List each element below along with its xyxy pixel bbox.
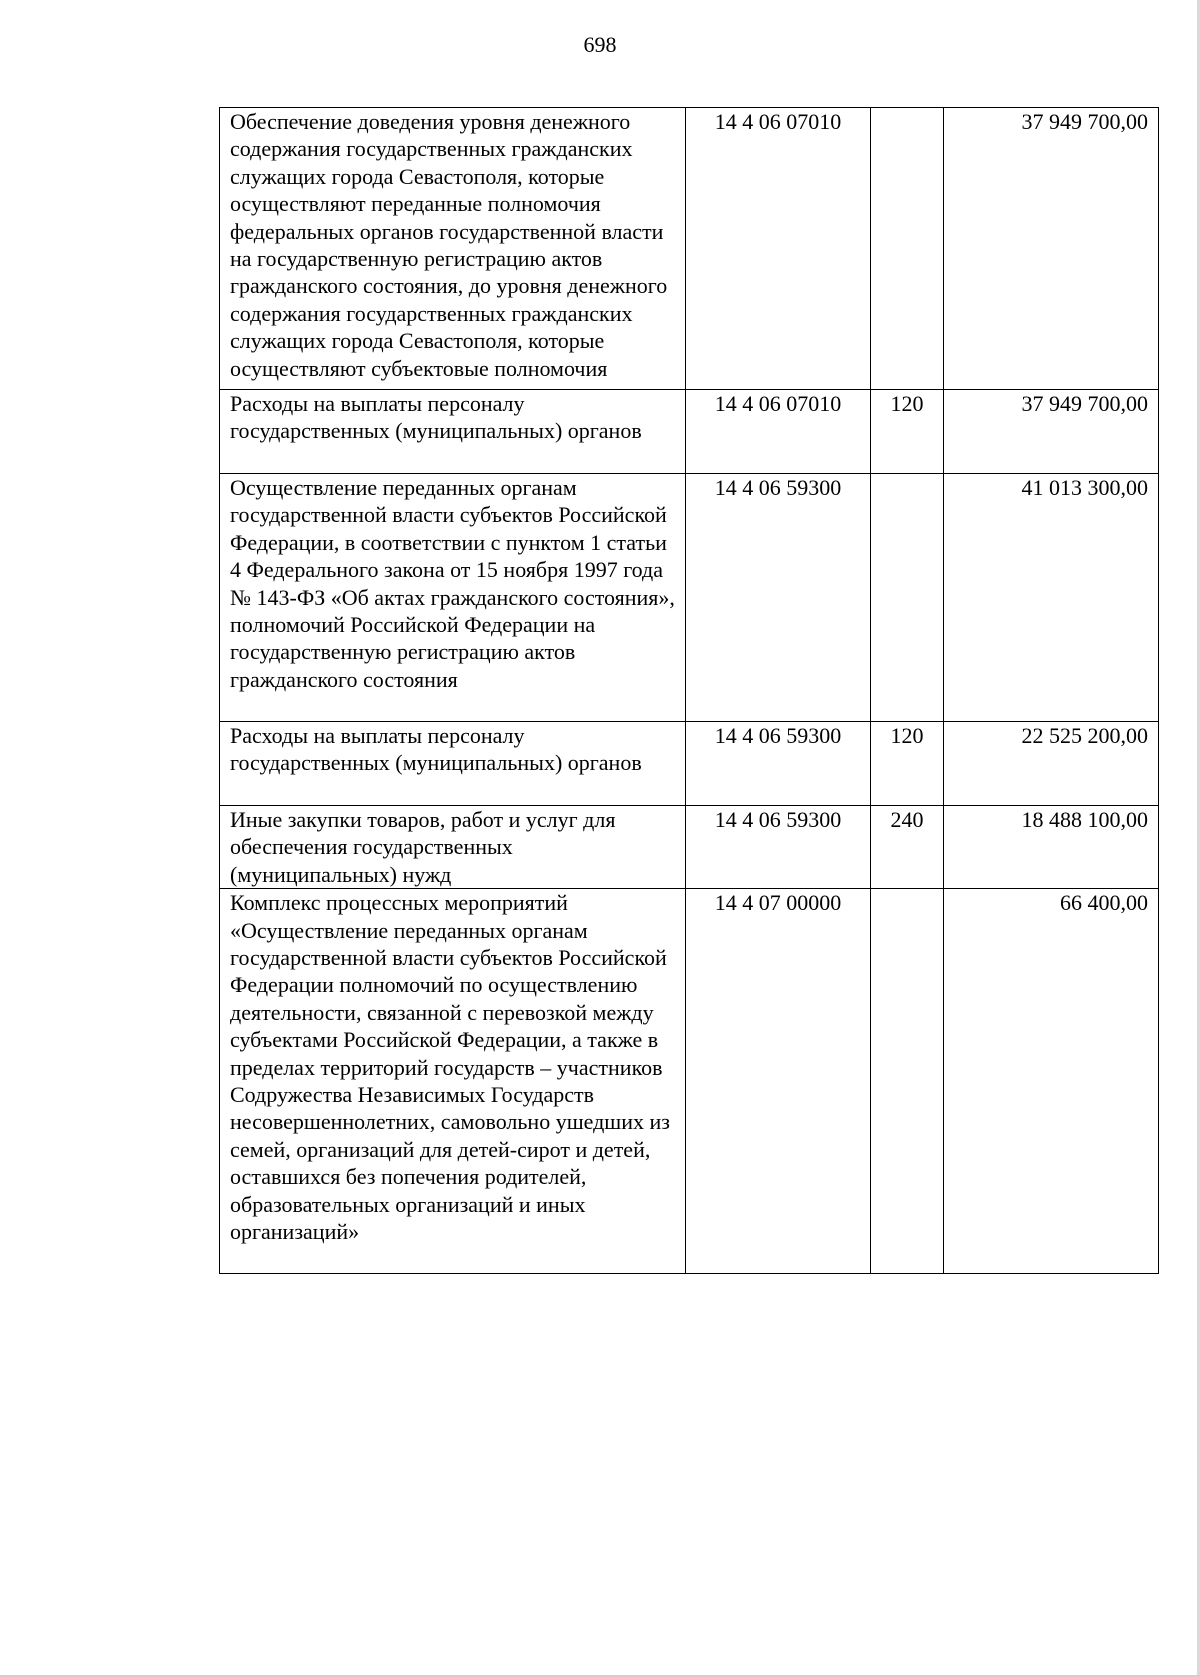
- row-name-cell: Иные закупки товаров, работ и услуг для обеспечения государственных (муниципальных) нужд: [220, 806, 686, 889]
- row-code-cell: 14 4 06 59300: [686, 806, 871, 889]
- row-name-cell: Обеспечение доведения уровня денежного содержания государственных гражданских служащих города Севастополя, которые осуществляют переданные полномочия федеральных органов государственной власти на государственную регистрацию актов гражданского состояния, до уровня денежного содержания государственных гражданских служащих города Севастополя, которые осуществляют субъектовые полномочия: [220, 108, 686, 390]
- row-sum-cell: 66 400,00: [944, 889, 1159, 1274]
- row-type-cell: 240: [871, 806, 944, 889]
- row-sum-cell: 18 488 100,00: [944, 806, 1159, 889]
- row-code-cell: 14 4 07 00000: [686, 889, 871, 1274]
- budget-table: [219, 107, 1159, 1274]
- row-type-cell: 120: [871, 722, 944, 806]
- row-sum-cell: 37 949 700,00: [944, 390, 1159, 474]
- row-name-cell: Расходы на выплаты персоналу государственных (муниципальных) органов: [220, 722, 686, 806]
- table-row: [220, 722, 1159, 806]
- row-sum-cell: 41 013 300,00: [944, 474, 1159, 722]
- table-row: [220, 889, 1159, 1274]
- row-type-cell: [871, 474, 944, 722]
- row-name-cell: Расходы на выплаты персоналу государственных (муниципальных) органов: [220, 390, 686, 474]
- table-row: [220, 474, 1159, 722]
- row-code-cell: 14 4 06 07010: [686, 108, 871, 390]
- row-code-cell: 14 4 06 07010: [686, 390, 871, 474]
- row-code-cell: 14 4 06 59300: [686, 722, 871, 806]
- row-type-cell: [871, 889, 944, 1274]
- table-row: [220, 108, 1159, 390]
- row-name-cell: Комплекс процессных мероприятий «Осуществление переданных органам государственной власти субъектов Российской Федерации полномочий по осуществлению деятельности, связанной с перевозкой между субъектами Российской Федерации, а также в пределах территорий государств – участников Содружества Независимых Государств несовершеннолетних, самовольно ушедших из семей, организаций для детей-сирот и детей, оставшихся без попечения родителей, образовательных организаций и иных организаций»: [220, 889, 686, 1274]
- table-row: [220, 390, 1159, 474]
- row-type-cell: [871, 108, 944, 390]
- row-type-cell: 120: [871, 390, 944, 474]
- row-code-cell: 14 4 06 59300: [686, 474, 871, 722]
- row-sum-cell: 37 949 700,00: [944, 108, 1159, 390]
- page-number: 698: [583, 32, 617, 57]
- table-row: [220, 806, 1159, 889]
- row-sum-cell: 22 525 200,00: [944, 722, 1159, 806]
- row-name-cell: Осуществление переданных органам государственной власти субъектов Российской Федерации, в соответствии с пунктом 1 статьи 4 Федерального закона от 15 ноября 1997 года № 143-ФЗ «Об актах гражданского состояния», полномочий Российской Федерации на государственную регистрацию актов гражданского состояния: [220, 474, 686, 722]
